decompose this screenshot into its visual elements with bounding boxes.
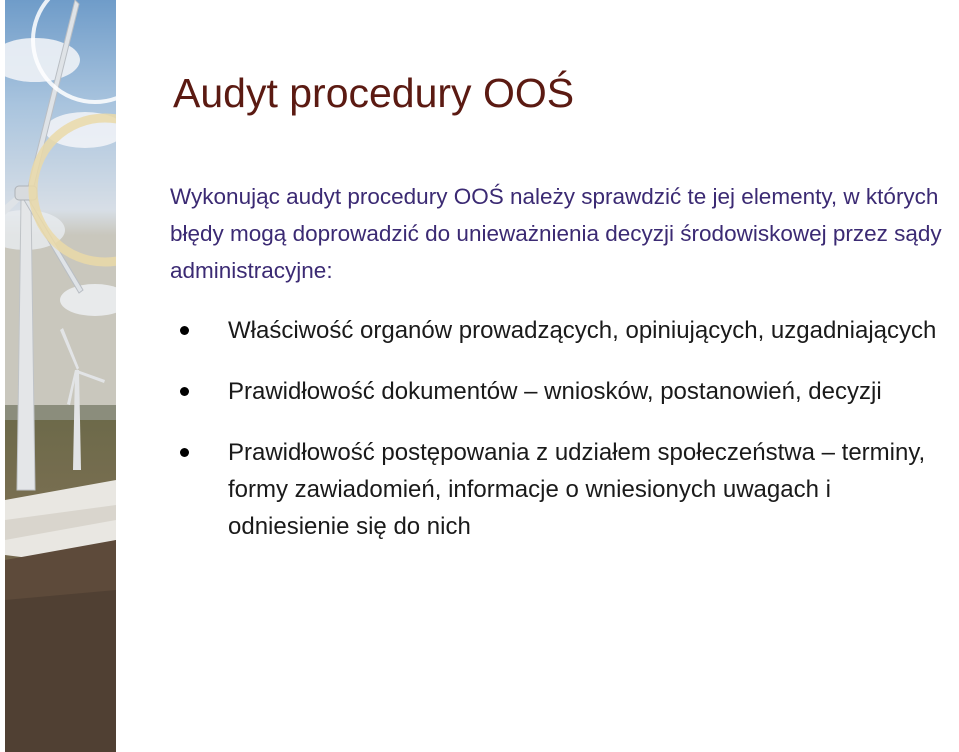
bullet-icon — [180, 448, 189, 457]
intro-paragraph: Wykonując audyt procedury OOŚ należy sprawdzić te jej elementy, w których błędy mogą doprowadzić do unieważnienia decyzji środowiskowej przez sądy administracyjne: — [170, 184, 942, 283]
bullet-icon — [180, 387, 189, 396]
bullet-text: Właściwość organów prowadzących, opiniujących, uzgadniających — [228, 317, 937, 344]
bullet-item — [180, 312, 940, 349]
bullet-item — [180, 373, 940, 410]
bullet-list — [180, 312, 940, 569]
slide-title: Audyt procedury OOŚ — [173, 70, 575, 116]
bullet-item — [180, 434, 940, 545]
wind-turbine-photo — [5, 0, 116, 752]
bullet-icon — [180, 326, 189, 335]
bullet-text: Prawidłowość postępowania z udziałem społeczeństwa – terminy, formy zawiadomień, informacje o wniesionych uwagach i odniesienie się do nich — [228, 439, 926, 540]
bullet-text: Prawidłowość dokumentów – wniosków, postanowień, decyzji — [228, 378, 882, 405]
